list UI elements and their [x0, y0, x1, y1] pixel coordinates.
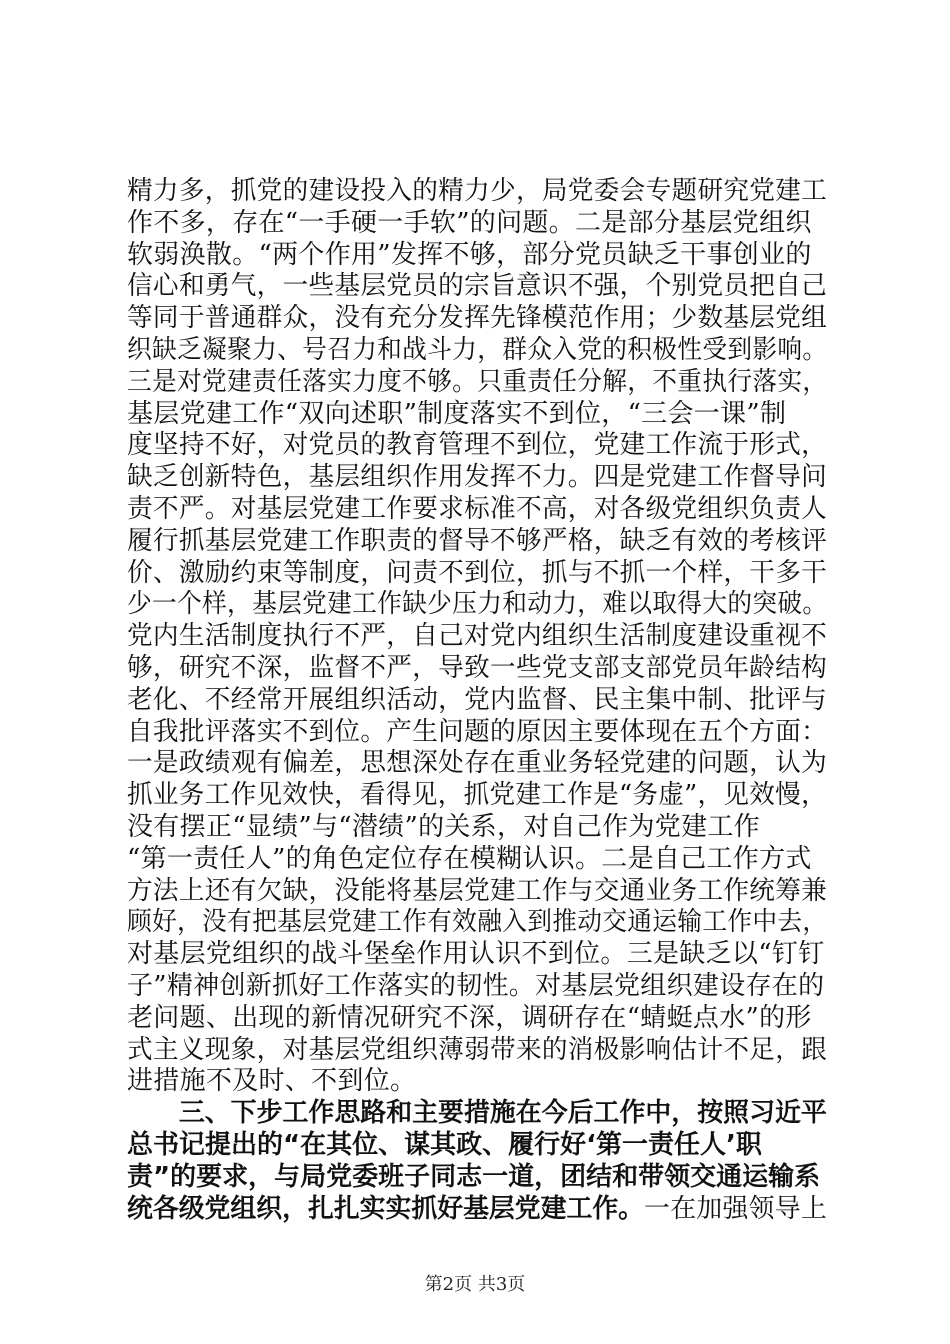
text-line — [127, 399, 827, 431]
text-line — [127, 684, 828, 717]
text-line — [127, 240, 827, 272]
line-text: 三、下步工作思路和主要措施在今后工作中，按照习近平 — [178, 1098, 827, 1129]
line-text: 少一个样，基层党建工作缺少压力和动力，难以取得大的突破。 — [127, 589, 828, 620]
text-line — [127, 176, 828, 208]
line-text: 子”精神创新抓好工作落实的韧性。对基层党组织建设存在的 — [127, 970, 825, 1001]
line-text: 方法上还有欠缺，没能将基层党建工作与交通业务工作统筹兼 — [127, 875, 828, 906]
line-text: 软弱涣散。“两个作用”发挥不够，部分党员缺乏干事创业的 — [127, 239, 812, 270]
line-text: 精力多，抓党的建设投入的精力少，局党委会专题研究党建工 — [127, 176, 828, 206]
text-line — [127, 716, 828, 749]
text-line — [127, 493, 828, 526]
text-line — [127, 1193, 828, 1226]
text-line — [127, 303, 828, 335]
text-line — [127, 208, 827, 240]
line-text: 抓业务工作见效快，看得见，抓党建工作是“务虚”，见效慢， — [127, 780, 827, 811]
text-line — [127, 907, 828, 939]
text-line — [127, 1098, 825, 1130]
line-text: 总书记提出的“在其位、谋其政、履行好‘第一责任人’职 — [127, 1129, 762, 1160]
text-line — [127, 462, 828, 494]
line-text: 式主义现象，对基层党组织薄弱带来的消极影响估计不足，跟 — [127, 1034, 828, 1065]
text-line — [127, 271, 828, 303]
line-text: 没有摆正“显绩”与“潜绩”的关系，对自己作为党建工作 — [127, 811, 760, 842]
line-text: “第一责任人”的角色定位存在模糊认识。二是自己工作方式 — [127, 843, 812, 874]
text-line — [127, 875, 828, 908]
line-text: 织缺乏凝聚力、号召力和战斗力，群众入党的积极性受到影响。 — [127, 334, 828, 365]
line-text: 进措施不及时、不到位。 — [127, 1066, 417, 1097]
text-line — [127, 1003, 827, 1035]
line-text: 老化、不经常开展组织活动，党内监督、民主集中制、批评与 — [127, 684, 828, 715]
text-line — [127, 844, 827, 876]
text-line — [127, 621, 828, 653]
text-line — [127, 589, 828, 621]
body-text — [127, 176, 827, 1225]
line-tail-text: 一在加强领导上 — [644, 1193, 828, 1224]
line-text: 够，研究不深，监督不严，导致一些党支部支部党员年龄结构 — [127, 652, 828, 683]
line-text: 自我批评落实不到位。产生问题的原因主要体现在五个方面： — [127, 716, 828, 747]
line-text: 价、激励约束等制度，问责不到位，抓与不抓一个样，干多干 — [127, 557, 828, 588]
text-line — [127, 1162, 827, 1194]
line-text: 三是对党建责任落实力度不够。只重责任分解，不重执行落实， — [127, 366, 828, 397]
text-line — [127, 334, 828, 367]
text-line — [127, 939, 827, 971]
line-text: 党内生活制度执行不严，自己对党内组织生活制度建设重视不 — [127, 621, 828, 652]
line-text: 缺乏创新特色，基层组织作用发挥不力。四是党建工作督导问 — [127, 462, 828, 493]
text-line — [127, 971, 827, 1003]
text-line — [127, 430, 828, 462]
line-text: 作不多，存在“一手硬一手软”的问题。二是部分基层党组织 — [127, 207, 812, 238]
text-line — [127, 1130, 827, 1162]
line-text: 统各级党组织，扎扎实实抓好基层党建工作。 — [127, 1193, 645, 1224]
text-line — [127, 748, 828, 780]
line-text: 基层党建工作“双向述职”制度落实不到位，“三会一课”制 — [127, 398, 787, 429]
line-text: 度坚持不好，对党员的教育管理不到位，党建工作流于形式， — [127, 430, 828, 461]
line-text: 履行抓基层党建工作职责的督导不够严格，缺乏有效的考核评 — [127, 525, 828, 556]
text-line — [127, 557, 828, 590]
text-line — [127, 812, 827, 844]
text-line — [127, 780, 827, 812]
text-line — [127, 1034, 828, 1067]
line-text: 等同于普通群众，没有充分发挥先锋模范作用；少数基层党组 — [127, 303, 828, 334]
line-text: 信心和勇气，一些基层党员的宗旨意识不强，个别党员把自己 — [127, 271, 828, 302]
line-text: 责”的要求，与局党委班子同志一道，团结和带领交通运输系 — [127, 1161, 821, 1192]
text-line — [127, 525, 828, 558]
text-line — [127, 1066, 827, 1098]
page-footer: 第2页 共3页 — [424, 1274, 526, 1295]
text-line — [127, 366, 828, 399]
line-text: 对基层党组织的战斗堡垒作用认识不到位。三是缺乏以“钉钉 — [127, 939, 825, 970]
line-text: 老问题、出现的新情况研究不深，调研存在“蜻蜓点水”的形 — [127, 1002, 812, 1033]
line-text: 一是政绩观有偏差，思想深处存在重业务轻党建的问题，认为 — [127, 748, 828, 779]
text-line — [127, 652, 828, 685]
line-text: 责不严。对基层党建工作要求标准不高，对各级党组织负责人 — [127, 493, 828, 524]
line-text: 顾好，没有把基层党建工作有效融入到推动交通运输工作中去， — [127, 907, 828, 938]
